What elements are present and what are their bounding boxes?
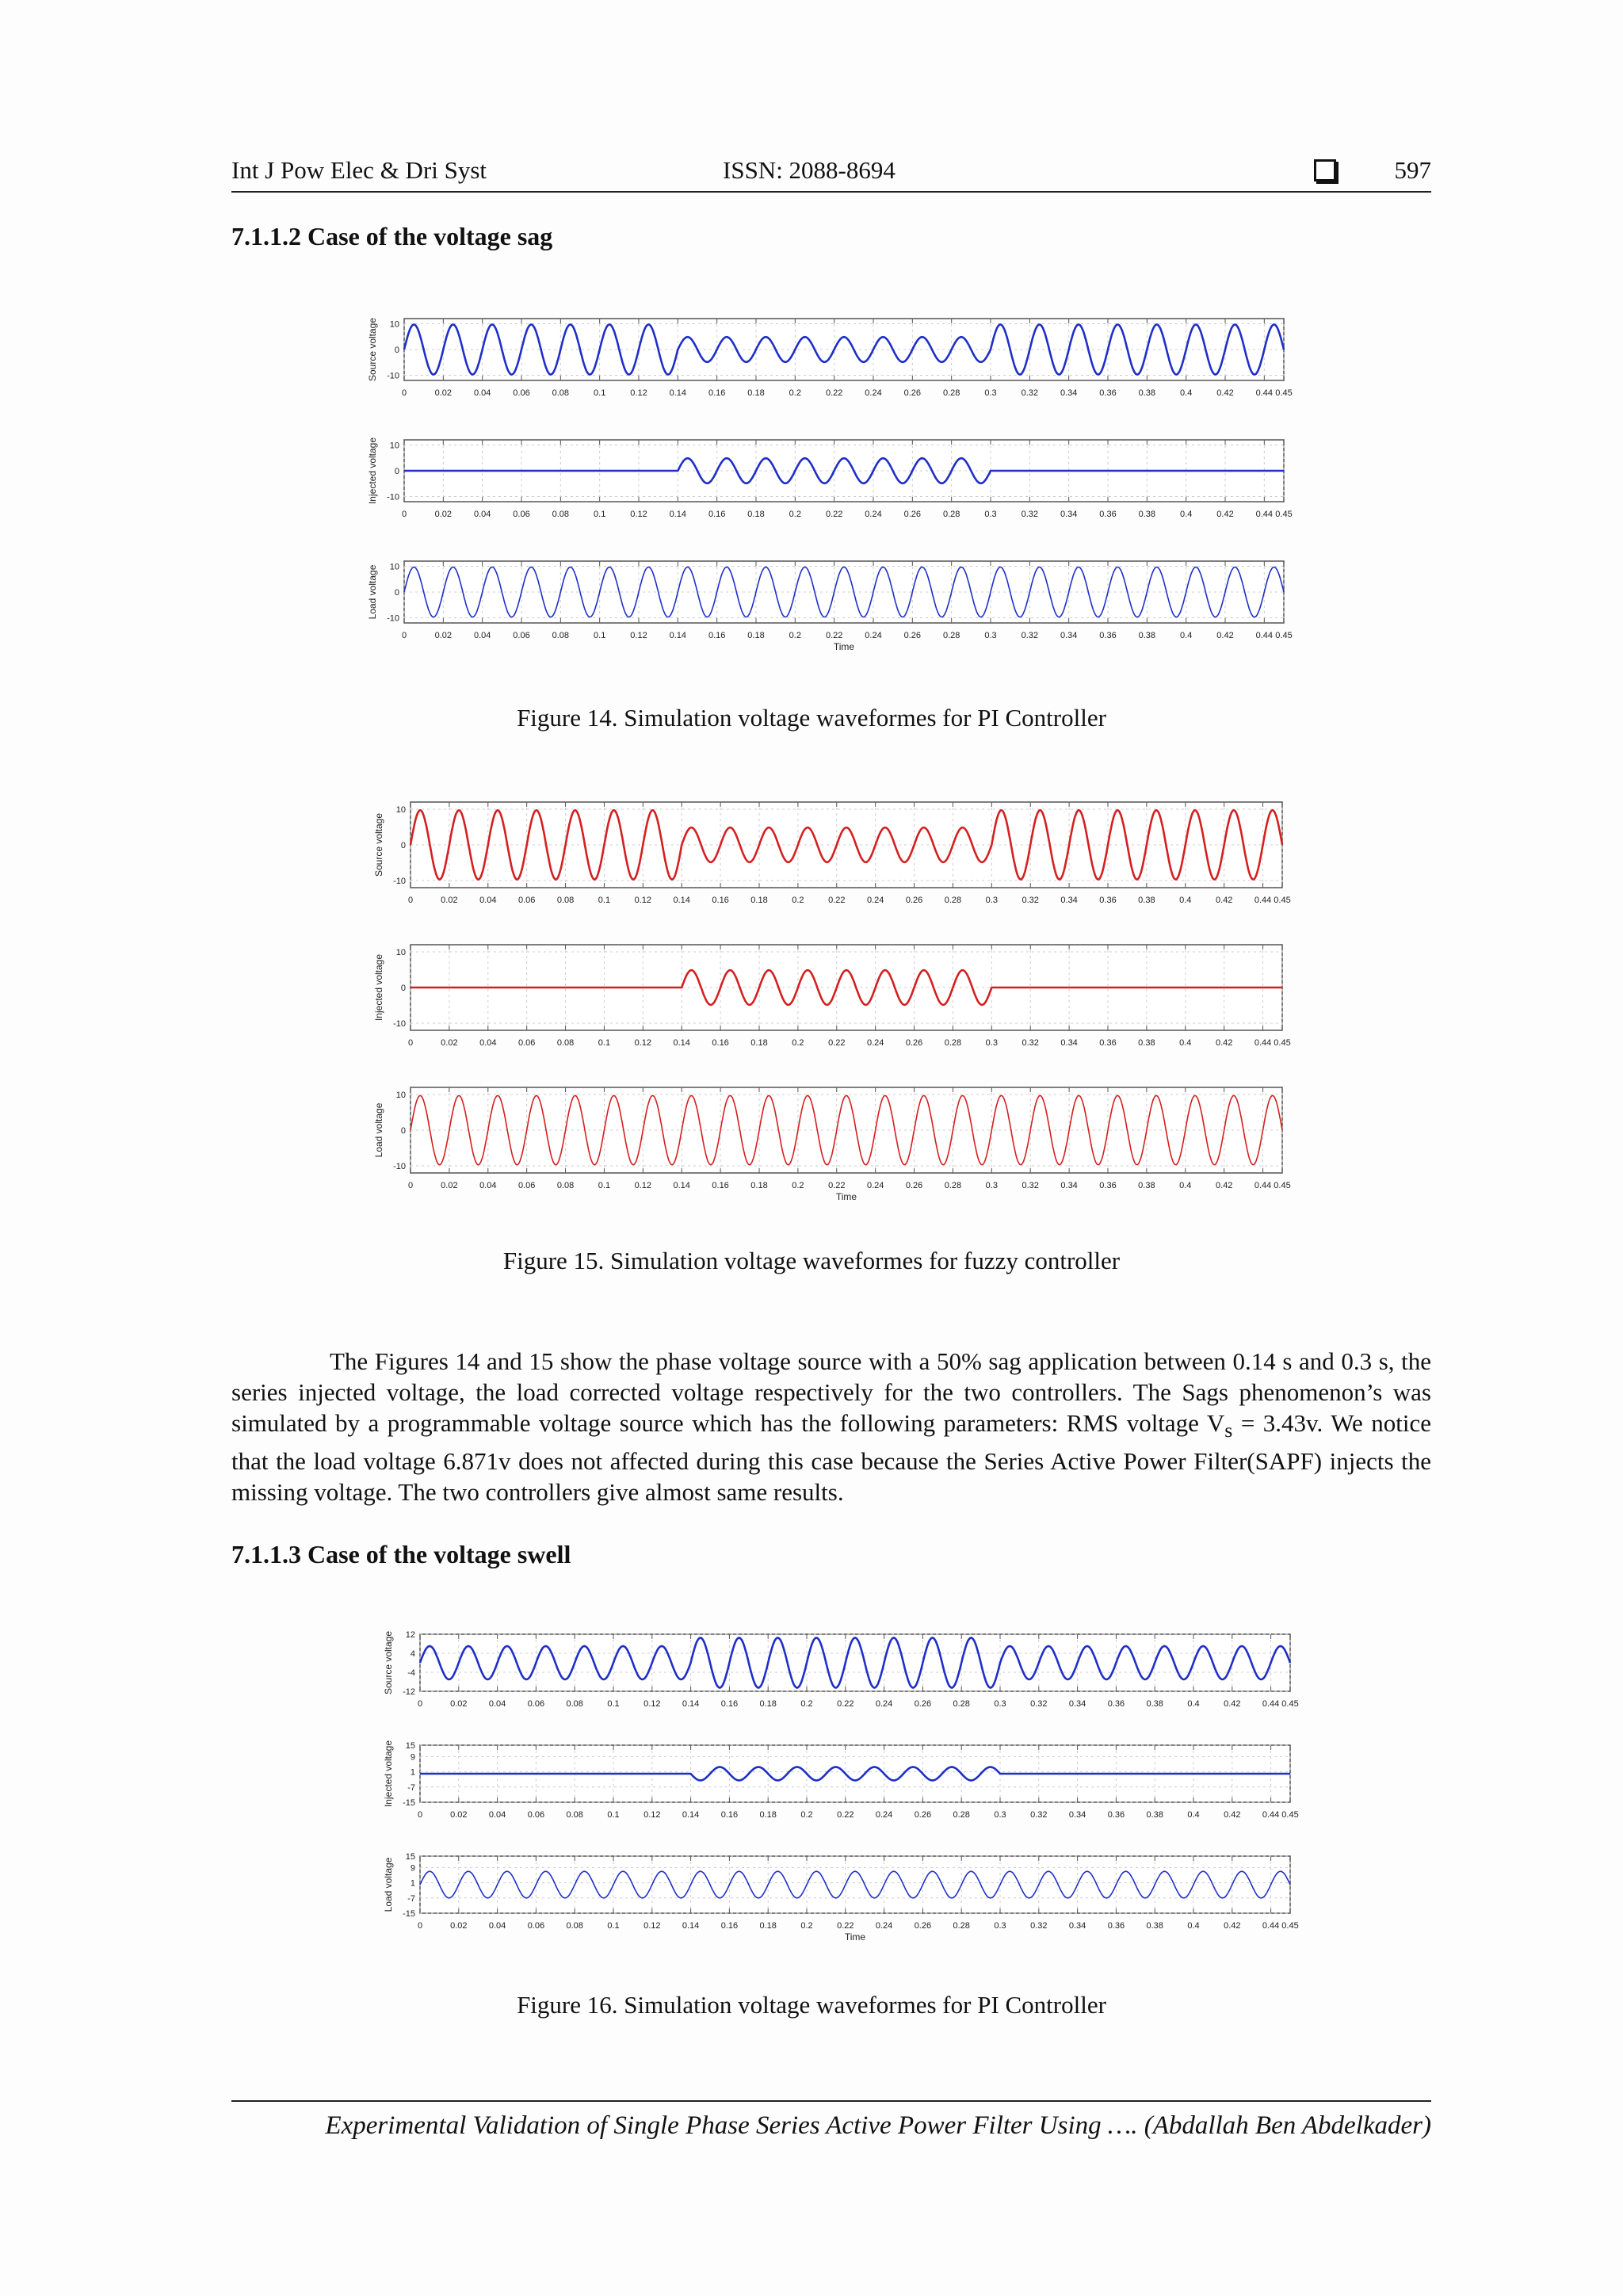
x-axis-label: Time (833, 641, 855, 652)
x-tick-label: 0.42 (1215, 896, 1233, 905)
x-tick-label: 0.1 (607, 1699, 620, 1709)
figure-14-chart (357, 309, 1308, 682)
y-axis-label: Source voltage (373, 812, 384, 877)
x-tick-label: 0.4 (1179, 1181, 1192, 1190)
x-tick-label: 0.16 (708, 388, 726, 398)
x-tick-label: 0.18 (750, 1038, 768, 1048)
x-tick-label: 0.14 (669, 510, 687, 519)
x-tick-label: 0.45 (1281, 1699, 1299, 1709)
x-tick-label: 0.36 (1099, 510, 1117, 519)
x-tick-label: 0.32 (1021, 631, 1039, 640)
x-tick-label: 0.2 (800, 1699, 813, 1709)
x-tick-label: 0.06 (513, 510, 530, 519)
x-tick-label: 0.16 (720, 1810, 739, 1820)
y-tick-label: -15 (403, 1798, 415, 1808)
y-tick-label: -4 (407, 1668, 415, 1678)
y-tick-label: 15 (405, 1852, 415, 1862)
x-tick-label: 0.34 (1060, 631, 1078, 640)
x-tick-label: 0.34 (1060, 1181, 1078, 1190)
x-tick-label: 0.34 (1068, 1699, 1086, 1709)
x-tick-label: 0.44 (1262, 1921, 1280, 1931)
x-tick-label: 0.14 (682, 1699, 700, 1709)
x-tick-label: 0.34 (1068, 1921, 1086, 1931)
x-tick-label: 0.45 (1274, 1038, 1291, 1048)
x-tick-label: 0.12 (643, 1810, 661, 1820)
x-tick-label: 0.06 (513, 631, 530, 640)
y-tick-label: -10 (387, 492, 399, 502)
x-tick-label: 0.04 (488, 1921, 506, 1931)
x-tick-label: 0.26 (903, 631, 922, 640)
x-tick-label: 0.36 (1107, 1810, 1125, 1820)
x-tick-label: 0.02 (441, 1181, 458, 1190)
x-tick-label: 0.02 (434, 631, 453, 640)
x-tick-label: 0.38 (1146, 1810, 1163, 1820)
x-tick-label: 0.06 (517, 1038, 536, 1048)
x-tick-label: 0.28 (942, 388, 960, 398)
y-axis-label: Injected voltage (373, 953, 384, 1022)
x-tick-label: 0.16 (708, 631, 726, 640)
x-tick-label: 0.08 (552, 388, 570, 398)
x-tick-label: 0.22 (837, 1699, 854, 1709)
x-tick-label: 0.08 (566, 1810, 583, 1820)
square-bullet-icon (1314, 159, 1336, 181)
x-tick-label: 0.18 (747, 510, 765, 519)
section-heading-swell: 7.1.1.3 Case of the voltage swell (231, 1540, 571, 1568)
y-tick-label: 0 (400, 984, 406, 993)
x-tick-label: 0.06 (527, 1921, 545, 1931)
x-tick-label: 0.12 (643, 1699, 661, 1709)
y-tick-label: -10 (393, 1162, 406, 1171)
x-tick-label: 0.1 (594, 631, 606, 640)
x-tick-label: 0.34 (1060, 896, 1078, 905)
x-tick-label: 0.36 (1099, 896, 1117, 905)
x-tick-label: 0.1 (607, 1810, 620, 1820)
y-tick-label: -10 (393, 1019, 406, 1029)
x-tick-label: 0.08 (552, 510, 570, 519)
x-tick-label: 0.4 (1187, 1921, 1200, 1931)
figure-15-caption: Figure 15. Simulation voltage waveformes for fuzzy controller (502, 1247, 1121, 1274)
x-tick-label: 0.36 (1107, 1699, 1125, 1709)
x-tick-label: 0.06 (517, 1181, 536, 1190)
x-tick-label: 0.4 (1180, 631, 1193, 640)
y-tick-label: 10 (389, 441, 399, 451)
x-tick-label: 0.08 (556, 1038, 575, 1048)
y-tick-label: 10 (395, 805, 406, 815)
x-tick-label: 0.28 (944, 1038, 962, 1048)
x-tick-label: 0 (407, 896, 414, 905)
x-tick-label: 0.06 (527, 1699, 545, 1709)
x-tick-label: 0.24 (866, 1181, 884, 1190)
subplot-2 (373, 945, 1291, 1048)
x-tick-label: 0.42 (1224, 1699, 1241, 1709)
figure-15-chart (357, 793, 1308, 1228)
subplot-3 (383, 1852, 1299, 1943)
x-tick-label: 0 (417, 1810, 423, 1820)
x-tick-label: 0.45 (1281, 1921, 1299, 1931)
x-tick-label: 0.26 (914, 1699, 932, 1709)
x-tick-label: 0.42 (1224, 1921, 1241, 1931)
x-tick-label: 0.18 (747, 388, 765, 398)
x-tick-label: 0.04 (488, 1699, 506, 1709)
x-tick-label: 0.12 (630, 388, 647, 398)
x-tick-label: 0.3 (994, 1699, 1006, 1709)
y-tick-label: 9 (410, 1752, 415, 1763)
y-tick-label: 0 (400, 841, 406, 850)
y-tick-label: 1 (410, 1767, 415, 1778)
x-tick-label: 0.16 (708, 510, 726, 519)
plot-frame (411, 1087, 1282, 1173)
x-tick-label: 0.44 (1262, 1810, 1280, 1820)
x-tick-label: 0 (407, 1038, 414, 1048)
x-tick-label: 0.2 (789, 388, 801, 398)
x-tick-label: 0.28 (944, 1181, 962, 1190)
x-tick-label: 0 (401, 510, 407, 519)
x-tick-label: 0.45 (1274, 1181, 1291, 1190)
subplot-1 (373, 802, 1291, 905)
x-tick-label: 0.28 (944, 896, 962, 905)
x-tick-label: 0.16 (712, 1181, 729, 1190)
x-tick-label: 0.1 (594, 388, 606, 398)
x-tick-label: 0.3 (984, 388, 997, 398)
x-tick-label: 0.44 (1254, 1038, 1272, 1048)
x-tick-label: 0.36 (1099, 388, 1117, 398)
x-tick-label: 0.18 (750, 1181, 768, 1190)
x-tick-label: 0.36 (1099, 1181, 1117, 1190)
x-tick-label: 0.26 (914, 1810, 932, 1820)
x-tick-label: 0.04 (473, 388, 491, 398)
page-header (231, 153, 1431, 193)
x-tick-label: 0.18 (747, 631, 765, 640)
x-tick-label: 0.3 (994, 1921, 1006, 1931)
x-tick-label: 0.42 (1216, 388, 1234, 398)
x-tick-label: 0.22 (825, 388, 843, 398)
x-tick-label: 0.24 (865, 631, 882, 640)
subplot-1 (383, 1630, 1299, 1709)
x-tick-label: 0.38 (1138, 896, 1155, 905)
x-tick-label: 0.18 (750, 896, 768, 905)
x-tick-label: 0.1 (598, 1181, 611, 1190)
y-tick-label: 0 (394, 346, 399, 355)
section-heading-sag: 7.1.1.2 Case of the voltage sag (231, 222, 553, 250)
y-axis-label: Load voltage (367, 564, 378, 620)
x-tick-label: 0.32 (1022, 1181, 1039, 1190)
x-tick-label: 0.34 (1068, 1810, 1086, 1820)
y-tick-label: -7 (407, 1782, 415, 1793)
x-tick-label: 0.14 (669, 631, 687, 640)
y-tick-label: 0 (400, 1126, 406, 1136)
y-tick-label: 1 (410, 1878, 415, 1889)
x-tick-label: 0.34 (1060, 1038, 1078, 1048)
x-tick-label: 0 (417, 1699, 423, 1709)
x-tick-label: 0.04 (479, 1038, 497, 1048)
x-tick-label: 0.24 (875, 1810, 893, 1820)
x-tick-label: 0.02 (450, 1921, 468, 1931)
x-tick-label: 0.24 (865, 388, 882, 398)
x-tick-label: 0.44 (1255, 631, 1274, 640)
x-tick-label: 0.32 (1022, 1038, 1039, 1048)
x-tick-label: 0 (401, 388, 407, 398)
x-tick-label: 0.16 (712, 1038, 729, 1048)
x-tick-label: 0.44 (1255, 388, 1274, 398)
x-tick-label: 0.38 (1138, 510, 1156, 519)
x-tick-label: 0.02 (441, 896, 458, 905)
y-tick-label: -10 (387, 371, 399, 381)
x-axis-label: Time (835, 1191, 857, 1202)
x-tick-label: 0.28 (942, 510, 960, 519)
x-tick-label: 0.44 (1254, 1181, 1272, 1190)
x-axis-label: Time (844, 1931, 866, 1943)
x-tick-label: 0.42 (1215, 1038, 1233, 1048)
y-axis-label: Load voltage (383, 1857, 394, 1912)
x-tick-label: 0.08 (566, 1699, 583, 1709)
x-tick-label: 0.06 (517, 896, 536, 905)
y-tick-label: -10 (387, 613, 399, 624)
y-tick-label: -7 (407, 1893, 415, 1904)
x-tick-label: 0.12 (643, 1921, 661, 1931)
y-tick-label: -15 (403, 1909, 415, 1919)
y-tick-label: 0 (394, 467, 399, 476)
x-tick-label: 0.06 (527, 1810, 545, 1820)
x-tick-label: 0.32 (1021, 388, 1039, 398)
x-tick-label: 0.36 (1099, 1038, 1117, 1048)
x-tick-label: 0.12 (634, 1181, 652, 1190)
x-tick-label: 0.12 (634, 1038, 652, 1048)
x-tick-label: 0.42 (1216, 510, 1234, 519)
x-tick-label: 0.4 (1180, 388, 1193, 398)
figure-16-chart (365, 1625, 1316, 1973)
x-tick-label: 0.16 (712, 896, 729, 905)
plot-frame (420, 1634, 1290, 1691)
x-tick-label: 0.26 (914, 1921, 932, 1931)
x-tick-label: 0.2 (792, 1181, 804, 1190)
x-tick-label: 0.26 (905, 1038, 923, 1048)
x-tick-label: 0.2 (789, 510, 801, 519)
x-tick-label: 0.04 (473, 510, 491, 519)
y-tick-label: 10 (389, 562, 399, 572)
figure-16-caption: Figure 16. Simulation voltage waveformes for PI Controller (517, 1991, 1106, 2019)
x-tick-label: 0.14 (682, 1810, 700, 1820)
x-tick-label: 0.4 (1179, 896, 1192, 905)
x-tick-label: 0.22 (828, 896, 846, 905)
x-tick-label: 0.22 (828, 1181, 846, 1190)
x-tick-label: 0.08 (566, 1921, 583, 1931)
x-tick-label: 0.02 (434, 510, 453, 519)
x-tick-label: 0.08 (552, 631, 570, 640)
y-axis-label: Injected voltage (383, 1740, 394, 1808)
x-tick-label: 0.12 (634, 896, 652, 905)
x-tick-label: 0 (407, 1181, 414, 1190)
x-tick-label: 0.22 (828, 1038, 846, 1048)
x-tick-label: 0.3 (984, 631, 997, 640)
y-tick-label: -12 (403, 1687, 415, 1697)
paragraph-text-1: The Figures 14 and 15 show the phase voltage source with a 50% sag application between 0.14 s and 0.3 s, the series injected voltage, the load corrected voltage respectively for the two controllers. The Sags phenomenon’s was simulated by a programmable voltage source which has the following parameters: RMS voltage V (231, 1347, 1431, 1437)
x-tick-label: 0.04 (473, 631, 491, 640)
x-tick-label: 0.16 (720, 1921, 739, 1931)
x-tick-label: 0.22 (825, 631, 843, 640)
x-tick-label: 0.4 (1180, 510, 1193, 519)
x-tick-label: 0.1 (598, 896, 611, 905)
x-tick-label: 0.26 (905, 896, 923, 905)
x-tick-label: 0.12 (630, 510, 647, 519)
y-tick-label: 10 (389, 319, 399, 330)
x-tick-label: 0.42 (1216, 631, 1234, 640)
x-tick-label: 0.34 (1060, 510, 1078, 519)
x-tick-label: 0 (401, 631, 407, 640)
x-tick-label: 0.32 (1030, 1921, 1048, 1931)
y-tick-label: 4 (410, 1649, 415, 1659)
subplot-3 (373, 1087, 1291, 1202)
y-axis-label: Source voltage (383, 1630, 394, 1695)
x-tick-label: 0.02 (441, 1038, 458, 1048)
x-tick-label: 0.45 (1275, 631, 1293, 640)
x-tick-label: 0.02 (450, 1810, 468, 1820)
x-tick-label: 0.14 (673, 896, 690, 905)
x-tick-label: 0.42 (1215, 1181, 1233, 1190)
figure-14-caption: Figure 14. Simulation voltage waveformes for PI Controller (517, 704, 1106, 732)
x-tick-label: 0.38 (1146, 1699, 1163, 1709)
x-tick-label: 0.3 (994, 1810, 1006, 1820)
subplot-2 (383, 1740, 1299, 1820)
x-tick-label: 0.18 (759, 1810, 777, 1820)
x-tick-label: 0.14 (682, 1921, 700, 1931)
x-tick-label: 0.4 (1187, 1810, 1200, 1820)
y-tick-label: 9 (410, 1863, 415, 1874)
x-tick-label: 0.3 (985, 1181, 998, 1190)
x-tick-label: 0.45 (1274, 896, 1291, 905)
x-tick-label: 0.24 (865, 510, 882, 519)
y-tick-label: -10 (393, 877, 406, 886)
x-tick-label: 0.32 (1022, 896, 1039, 905)
x-tick-label: 0.18 (759, 1921, 777, 1931)
x-tick-label: 0.14 (673, 1038, 690, 1048)
x-tick-label: 0.28 (953, 1810, 970, 1820)
page-number: 597 (1394, 156, 1431, 184)
x-tick-label: 0.3 (985, 1038, 998, 1048)
x-tick-label: 0.45 (1281, 1810, 1299, 1820)
plot-frame (420, 1856, 1290, 1913)
x-tick-label: 0.1 (598, 1038, 611, 1048)
y-axis-label: Injected voltage (367, 437, 378, 505)
x-tick-label: 0.02 (434, 388, 453, 398)
subplot-2 (367, 437, 1293, 519)
x-tick-label: 0.26 (903, 510, 922, 519)
x-tick-label: 0.04 (488, 1810, 506, 1820)
x-tick-label: 0.44 (1262, 1699, 1280, 1709)
x-tick-label: 0.04 (479, 896, 497, 905)
plot-frame (411, 802, 1282, 888)
x-tick-label: 0.04 (479, 1181, 497, 1190)
x-tick-label: 0.24 (875, 1921, 893, 1931)
x-tick-label: 0.4 (1179, 1038, 1192, 1048)
x-tick-label: 0.28 (953, 1699, 970, 1709)
x-tick-label: 0.2 (800, 1810, 813, 1820)
x-tick-label: 0.24 (866, 1038, 884, 1048)
x-tick-label: 0.38 (1138, 1181, 1155, 1190)
y-tick-label: 12 (405, 1630, 415, 1640)
x-tick-label: 0.02 (450, 1699, 468, 1709)
y-tick-label: 15 (405, 1741, 415, 1751)
journal-name: Int J Pow Elec & Dri Syst (231, 156, 487, 184)
x-tick-label: 0.36 (1107, 1921, 1125, 1931)
x-tick-label: 0.34 (1060, 388, 1078, 398)
y-axis-label: Load voltage (373, 1102, 384, 1158)
x-tick-label: 0.28 (942, 631, 960, 640)
x-tick-label: 0.14 (673, 1181, 690, 1190)
x-tick-label: 0.45 (1275, 510, 1293, 519)
x-tick-label: 0.22 (837, 1810, 854, 1820)
x-tick-label: 0.44 (1254, 896, 1272, 905)
x-tick-label: 0.42 (1224, 1810, 1241, 1820)
x-tick-label: 0.3 (984, 510, 997, 519)
y-tick-label: 10 (395, 1091, 406, 1100)
body-paragraph (231, 1346, 1431, 1507)
x-tick-label: 0.14 (669, 388, 687, 398)
x-tick-label: 0.38 (1146, 1921, 1163, 1931)
x-tick-label: 0.32 (1021, 510, 1039, 519)
x-tick-label: 0.24 (866, 896, 884, 905)
x-tick-label: 0.16 (720, 1699, 739, 1709)
paragraph-subscript: s (1224, 1419, 1233, 1442)
x-tick-label: 0.12 (630, 631, 647, 640)
x-tick-label: 0.32 (1030, 1699, 1048, 1709)
x-tick-label: 0 (417, 1921, 423, 1931)
x-tick-label: 0.36 (1099, 631, 1117, 640)
x-tick-label: 0.06 (513, 388, 530, 398)
x-tick-label: 0.38 (1138, 1038, 1155, 1048)
x-tick-label: 0.2 (800, 1921, 813, 1931)
subplot-1 (367, 318, 1293, 398)
x-tick-label: 0.4 (1187, 1699, 1200, 1709)
x-tick-label: 0.22 (837, 1921, 854, 1931)
x-tick-label: 0.1 (607, 1921, 620, 1931)
x-tick-label: 0.26 (905, 1181, 923, 1190)
x-tick-label: 0.45 (1275, 388, 1293, 398)
x-tick-label: 0.24 (875, 1699, 893, 1709)
x-tick-label: 0.2 (789, 631, 801, 640)
x-tick-label: 0.38 (1138, 631, 1156, 640)
x-tick-label: 0.38 (1138, 388, 1156, 398)
x-tick-label: 0.2 (792, 1038, 804, 1048)
x-tick-label: 0.26 (903, 388, 922, 398)
issn: ISSN: 2088-8694 (723, 156, 896, 184)
paragraph-text-2: = 3.43v. We notice that the load voltage 6.871v does not affected during this case because the Series Active Power Filter(SAPF) injects the missing voltage. The two controllers give almost same results. (231, 1409, 1431, 1507)
page-footer: Experimental Validation of Single Phase Series Active Power Filter Using …. (Abdallah Ben Abdelkader) (231, 2100, 1431, 2141)
x-tick-label: 0.22 (825, 510, 843, 519)
x-tick-label: 0.44 (1255, 510, 1274, 519)
x-tick-label: 0.18 (759, 1699, 777, 1709)
x-tick-label: 0.1 (594, 510, 606, 519)
subplot-3 (367, 561, 1293, 652)
x-tick-label: 0.28 (953, 1921, 970, 1931)
y-tick-label: 10 (395, 948, 406, 957)
x-tick-label: 0.08 (556, 1181, 575, 1190)
x-tick-label: 0.3 (985, 896, 998, 905)
y-tick-label: 0 (394, 588, 399, 598)
x-tick-label: 0.32 (1030, 1810, 1048, 1820)
x-tick-label: 0.08 (556, 896, 575, 905)
y-axis-label: Source voltage (367, 317, 378, 382)
x-tick-label: 0.2 (792, 896, 804, 905)
